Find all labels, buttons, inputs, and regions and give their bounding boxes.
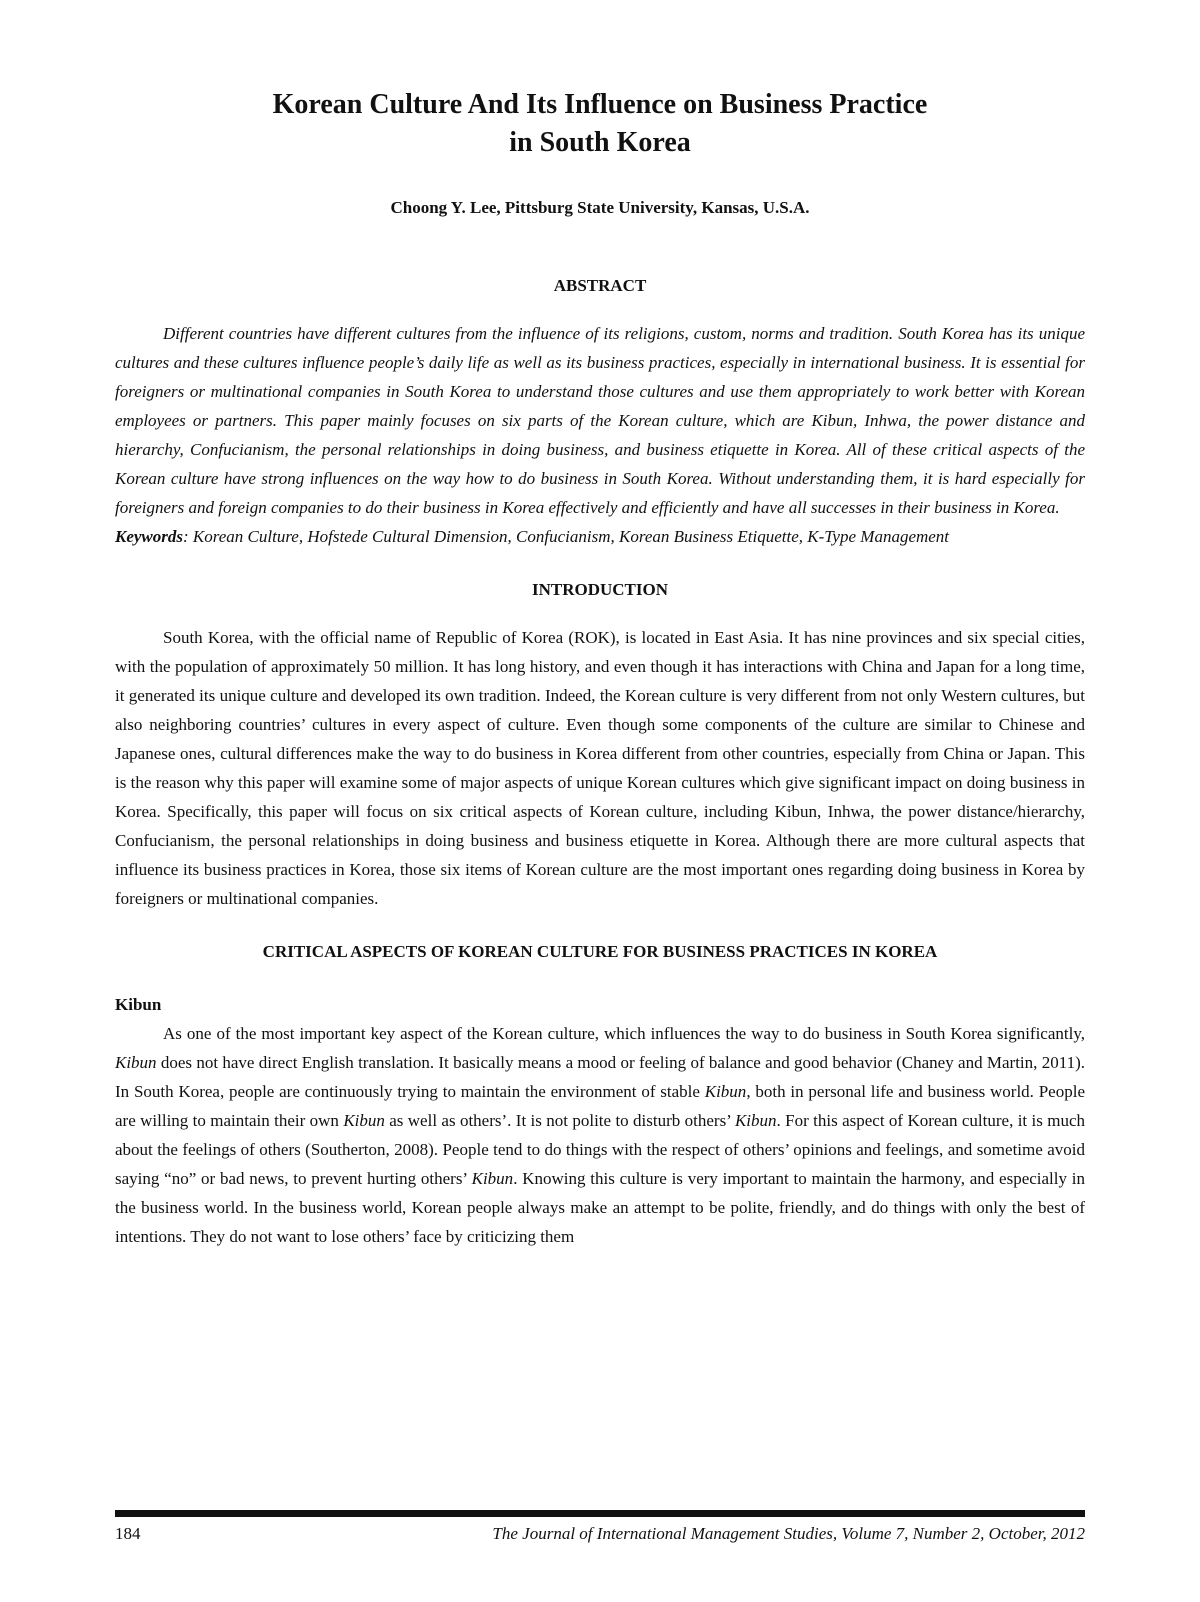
page-number: 184: [115, 1524, 141, 1543]
paper-title: [115, 86, 1085, 162]
keywords-label: Keywords: [115, 527, 183, 546]
keywords-text: : Korean Culture, Hofstede Cultural Dimension, Confucianism, Korean Business Etiquette, K-Type Management: [183, 527, 950, 546]
kibun-term: Kibun: [343, 1111, 385, 1130]
kibun-text-segment: as well as others’. It is not polite to disturb others’: [384, 1111, 735, 1130]
kibun-text-segment: . For this aspect of Korean culture, it is much about the feelings of others (Southerton, 2008). People tend to do things with the respect of others’ opinions and feelings, and sometime avoid saying “no” or bad news, to prevent hurting others’: [115, 1111, 1085, 1188]
kibun-text-segment: does not have direct English translation. It basically means a mood or feeling of balance and good behavior (Chaney and Martin, 2011). In South Korea, people are continuously trying to maintain the environment of stable: [115, 1053, 1085, 1101]
critical-aspects-heading: CRITICAL ASPECTS OF KOREAN CULTURE FOR BUSINESS PRACTICES IN KOREA: [262, 942, 938, 961]
title-line-1: Korean Culture And Its Influence on Business Practice: [272, 89, 928, 120]
introduction-text: South Korea, with the official name of Republic of Korea (ROK), is located in East Asia. It has nine provinces and six special cities, with the population of approximately 50 million. It has long history, and even though it has interactions with China and Japan for a long time, it generated its unique culture and developed its own tradition. Indeed, the Korean culture is very different from not only Western cultures, but also neighboring countries’ cultures in every aspect of culture. Even though some components of the culture are similar to Chinese and Japanese ones, cultural differences make the way to do business in Korea different from other countries, especially from China or Japan. This is the reason why this paper will examine some of major aspects of unique Korean cultures which give significant impact on doing business in Korea. Specifically, this paper will focus on six critical aspects of Korean culture, including Kibun, Inhwa, the power distance/hierarchy, Confucianism, the personal relationships in doing business and business etiquette in Korea. Although there are more cultural aspects that influence its business practices in Korea, those six items of Korean culture are the most important ones regarding doing business in Korea by foreigners or multinational companies.: [115, 628, 1085, 908]
abstract-heading: ABSTRACT: [553, 276, 647, 295]
introduction-heading: INTRODUCTION: [531, 580, 669, 599]
kibun-term: Kibun: [115, 1053, 157, 1072]
title-line-2: in South Korea: [509, 127, 691, 158]
abstract-text: Different countries have different cultures from the influence of its religions, custom, norms and tradition. South Korea has its unique cultures and these cultures influence people’s daily life as well as its business practices, especially in international business. It is essential for foreigners or multinational companies in South Korea to understand those cultures and use them appropriately to work better with Korean employees or partners. This paper mainly focuses on six parts of the Korean culture, which are Kibun, Inhwa, the power distance and hierarchy, Confucianism, the personal relationships in doing business, and business etiquette in Korea. All of these critical aspects of the Korean culture have strong influences on the way how to do business in South Korea. Without understanding them, it is hard especially for foreigners and foreign companies to do their business in Korea effectively and efficiently and have all successes in their business in Korea.: [115, 324, 1085, 517]
kibun-text-segment: As one of the most important key aspect of the Korean culture, which influences the way to do business in South Korea significantly,: [163, 1024, 1085, 1043]
kibun-term: Kibun: [704, 1082, 747, 1101]
footer-divider: [115, 1510, 1085, 1517]
author-line: Choong Y. Lee, Pittsburg State University, Kansas, U.S.A.: [390, 198, 810, 217]
kibun-text-segment: . Knowing this culture is very important to maintain the harmony, and especially in the business world. In the business world, Korean people always make an attempt to be polite, friendly, and do things with only the best of intentions. They do not want to lose others’ face by criticizing them: [115, 1169, 1086, 1246]
kibun-text-segment: , both in personal life and business world. People are willing to maintain their own: [115, 1082, 1085, 1130]
kibun-heading: Kibun: [115, 995, 162, 1014]
journal-citation: The Journal of International Management Studies, Volume 7, Number 2, October, 2012: [492, 1524, 1085, 1543]
kibun-term: Kibun: [471, 1169, 514, 1188]
keywords-line: [115, 522, 1085, 551]
kibun-term: Kibun: [734, 1111, 777, 1130]
kibun-text: [115, 1019, 1085, 1251]
page-content: [115, 86, 1085, 1251]
